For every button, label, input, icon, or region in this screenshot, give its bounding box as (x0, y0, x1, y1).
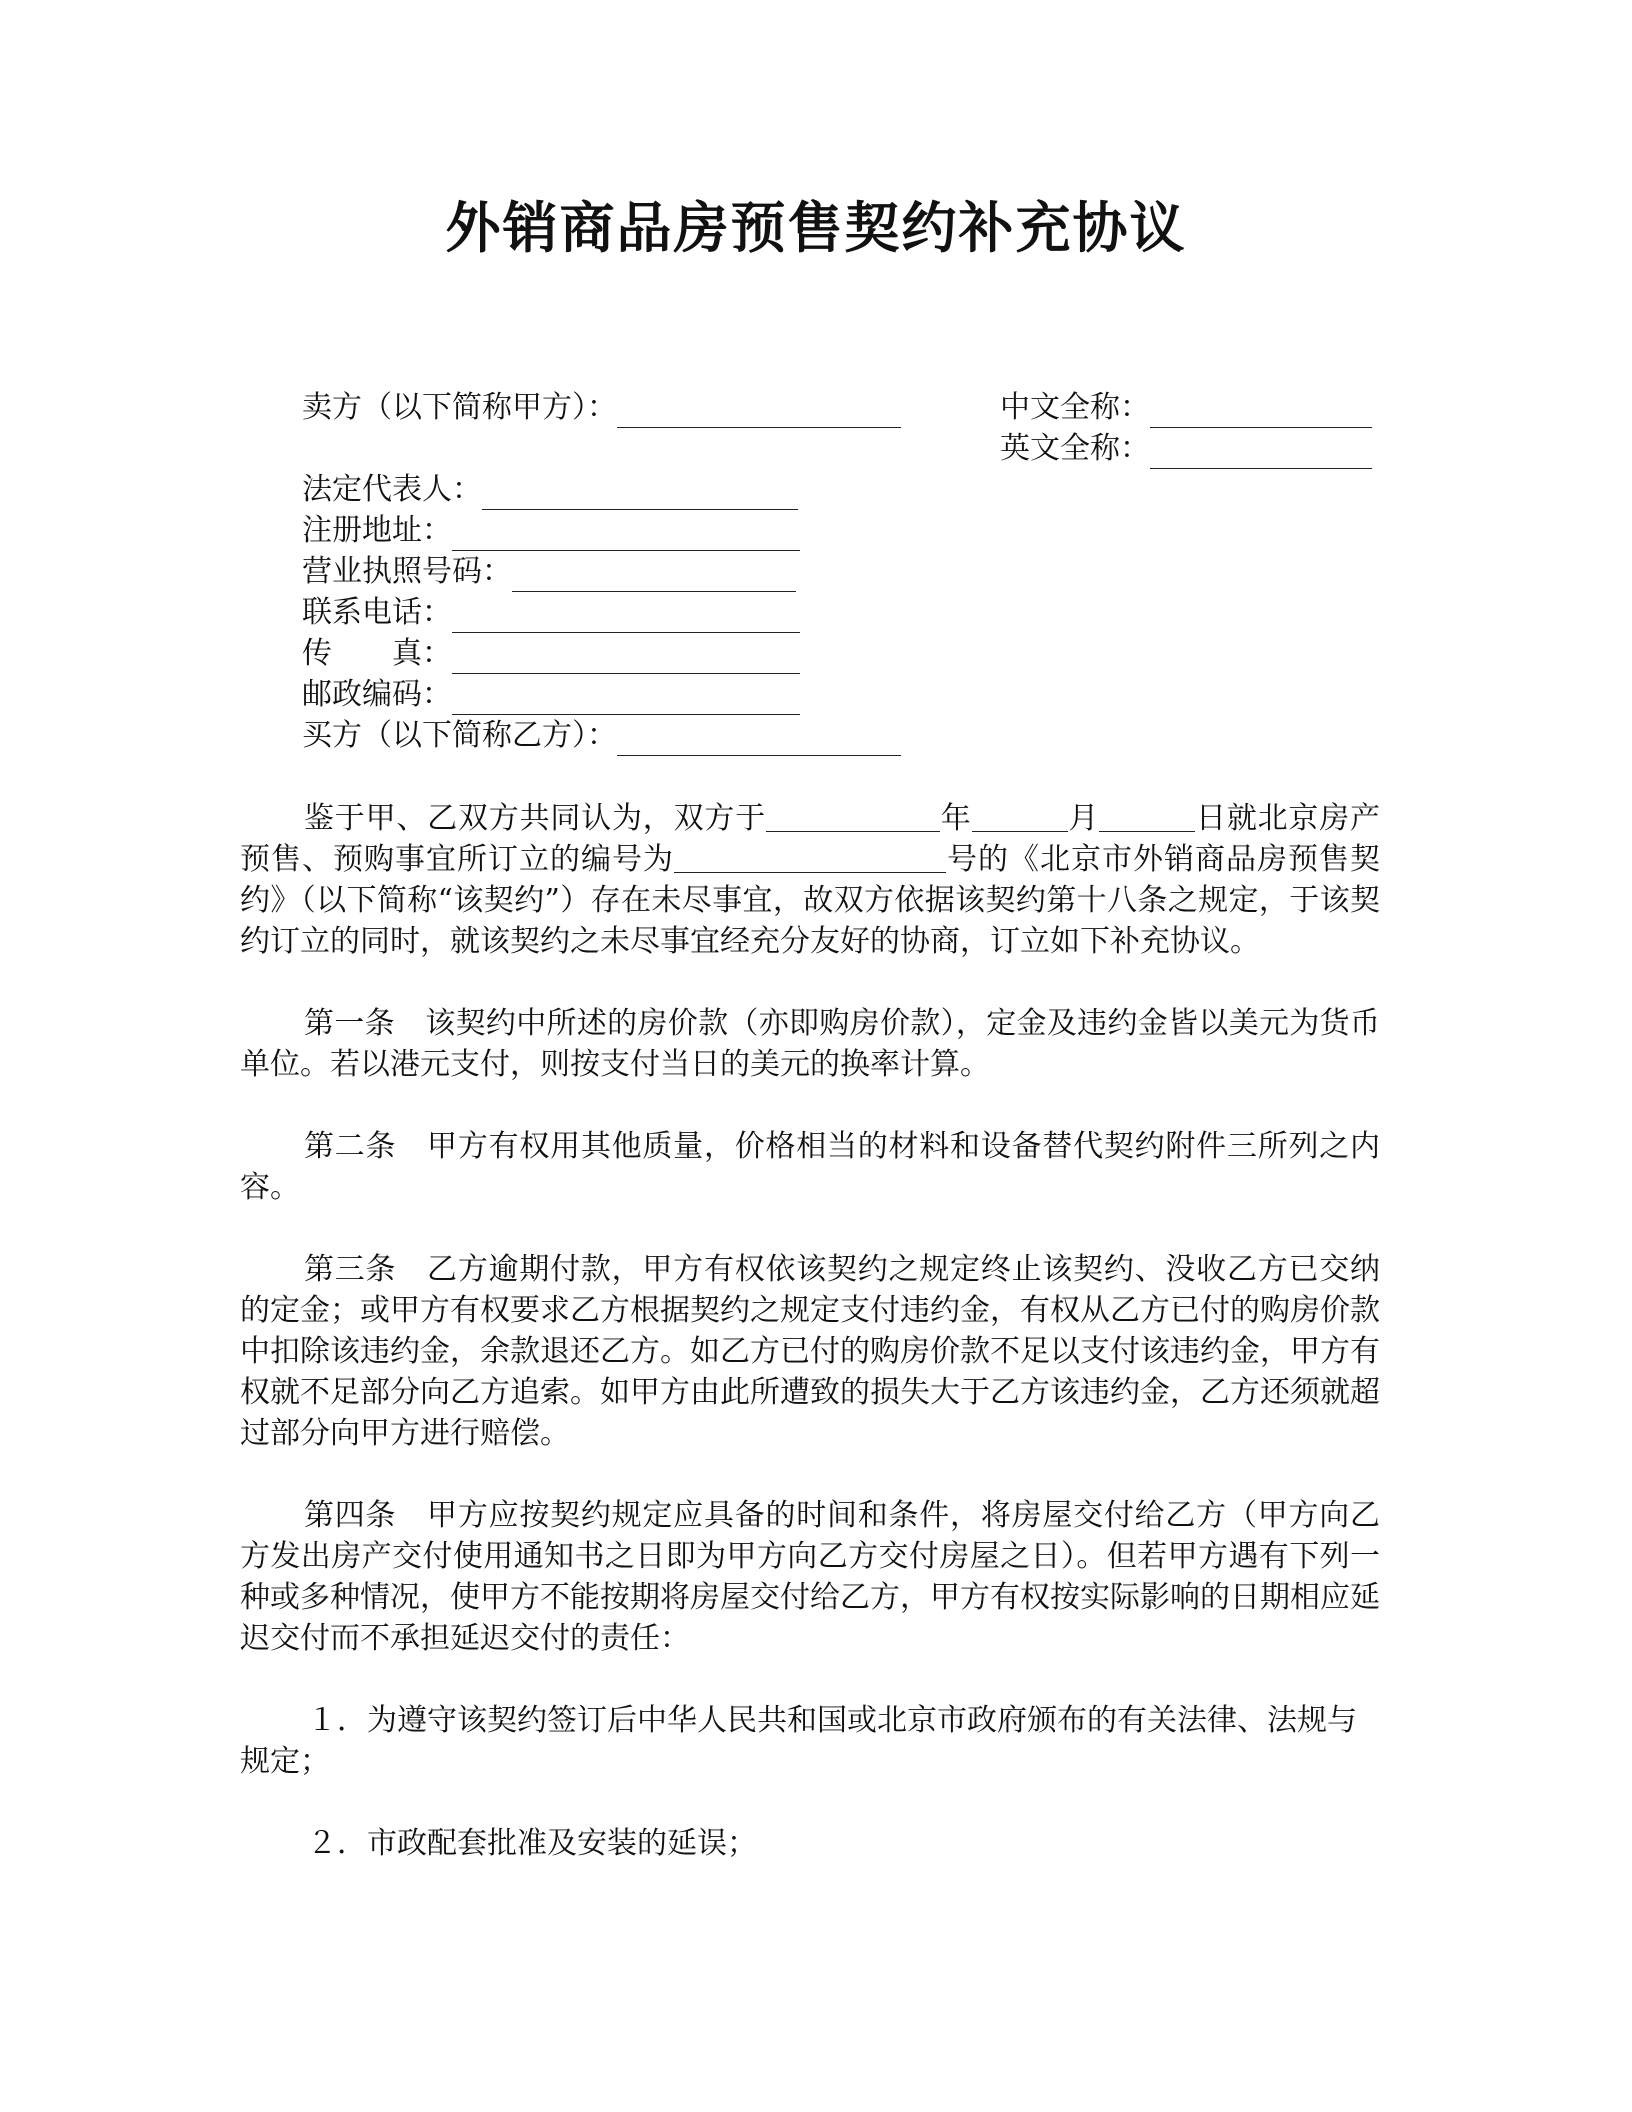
seller-label: 卖方（以下简称甲方）： (302, 390, 617, 425)
postcode-line (302, 675, 800, 715)
en-name-label: 英文全称： (1000, 431, 1150, 466)
buyer-blank[interactable] (617, 721, 901, 756)
article-2: 第二条 甲方有权用其他质量，价格相当的材料和设备替代契约附件三所列之内容。 (240, 1129, 1380, 1205)
fax-label: 传 真： (302, 636, 452, 671)
fax-blank[interactable] (452, 639, 800, 674)
license-line (302, 552, 796, 592)
license-blank[interactable] (512, 557, 796, 592)
cn-name-line (1000, 388, 1372, 428)
seller-line (302, 388, 901, 428)
phone-line (302, 593, 800, 633)
preamble-paragraph (240, 798, 1380, 962)
address-line (302, 511, 800, 551)
month-blank[interactable] (972, 801, 1068, 832)
preamble-text-5: 号的《北京市外销商品房预售契约》（以下简称“该契约”）存在未尽事宜，故双方依据该契约第十八条之规定，于该契约订立的同时，就该契约之未尽事宜经充分友好的协商，订立如下补充协议。 (240, 842, 1380, 959)
phone-blank[interactable] (452, 598, 800, 633)
legal-rep-line (302, 470, 798, 510)
document-title: 外销商品房预售契约补充协议 (445, 196, 1187, 260)
year-blank[interactable] (766, 801, 940, 832)
article-4: 第四条 甲方应按契约规定应具备的时间和条件，将房屋交付给乙方（甲方向乙方发出房产交付使用通知书之日即为甲方向乙方交付房屋之日）。但若甲方遇有下列一种或多种情况，使甲方不能按期将房屋交付给乙方，甲方有权按实际影响的日期相应延迟交付而不承担延迟交付的责任： (240, 1498, 1380, 1656)
license-label: 营业执照号码： (302, 554, 512, 589)
preamble-text-4: 日就北京房产预售、预购事宜所订立的编号为 (240, 801, 1381, 877)
preamble-text-1: 鉴于甲、乙双方共同认为，双方于 (304, 801, 766, 836)
cn-name-blank[interactable] (1150, 393, 1372, 428)
list-item-2: ２．市政配套批准及安装的延误； (307, 1826, 757, 1861)
preamble-text-2: 年 (940, 801, 972, 836)
list-item-1: １．为遵守该契约签订后中华人民共和国或北京市政府颁布的有关法律、法规与规定； (240, 1703, 1357, 1779)
buyer-line (302, 716, 901, 756)
postcode-blank[interactable] (452, 680, 800, 715)
seller-blank[interactable] (617, 393, 901, 428)
legal-rep-blank[interactable] (482, 475, 798, 510)
legal-rep-label: 法定代表人： (302, 472, 482, 507)
fax-line (302, 634, 800, 674)
address-label: 注册地址： (302, 513, 452, 548)
cn-name-label: 中文全称： (1000, 390, 1150, 425)
en-name-line (1000, 429, 1372, 469)
article-1: 第一条 该契约中所述的房价款（亦即购房价款），定金及违约金皆以美元为货币单位。若以港元支付，则按支付当日的美元的换率计算。 (240, 1006, 1380, 1082)
en-name-blank[interactable] (1150, 434, 1372, 469)
phone-label: 联系电话： (302, 595, 452, 630)
buyer-label: 买方（以下简称乙方）： (302, 718, 617, 753)
address-blank[interactable] (452, 516, 800, 551)
postcode-label: 邮政编码： (302, 677, 452, 712)
preamble-text-3: 月 (1067, 801, 1100, 836)
day-blank[interactable] (1099, 801, 1195, 832)
contract-number-blank[interactable] (674, 842, 946, 873)
article-3: 第三条 乙方逾期付款，甲方有权依该契约之规定终止该契约、没收乙方已交纳的定金；或甲方有权要求乙方根据契约之规定支付违约金，有权从乙方已付的购房价款中扣除该违约金，余款退还乙方。如乙方已付的购房价款不足以支付该违约金，甲方有权就不足部分向乙方追索。如甲方由此所遭致的损失大于乙方该违约金，乙方还须就超过部分向甲方进行赔偿。 (240, 1252, 1380, 1451)
